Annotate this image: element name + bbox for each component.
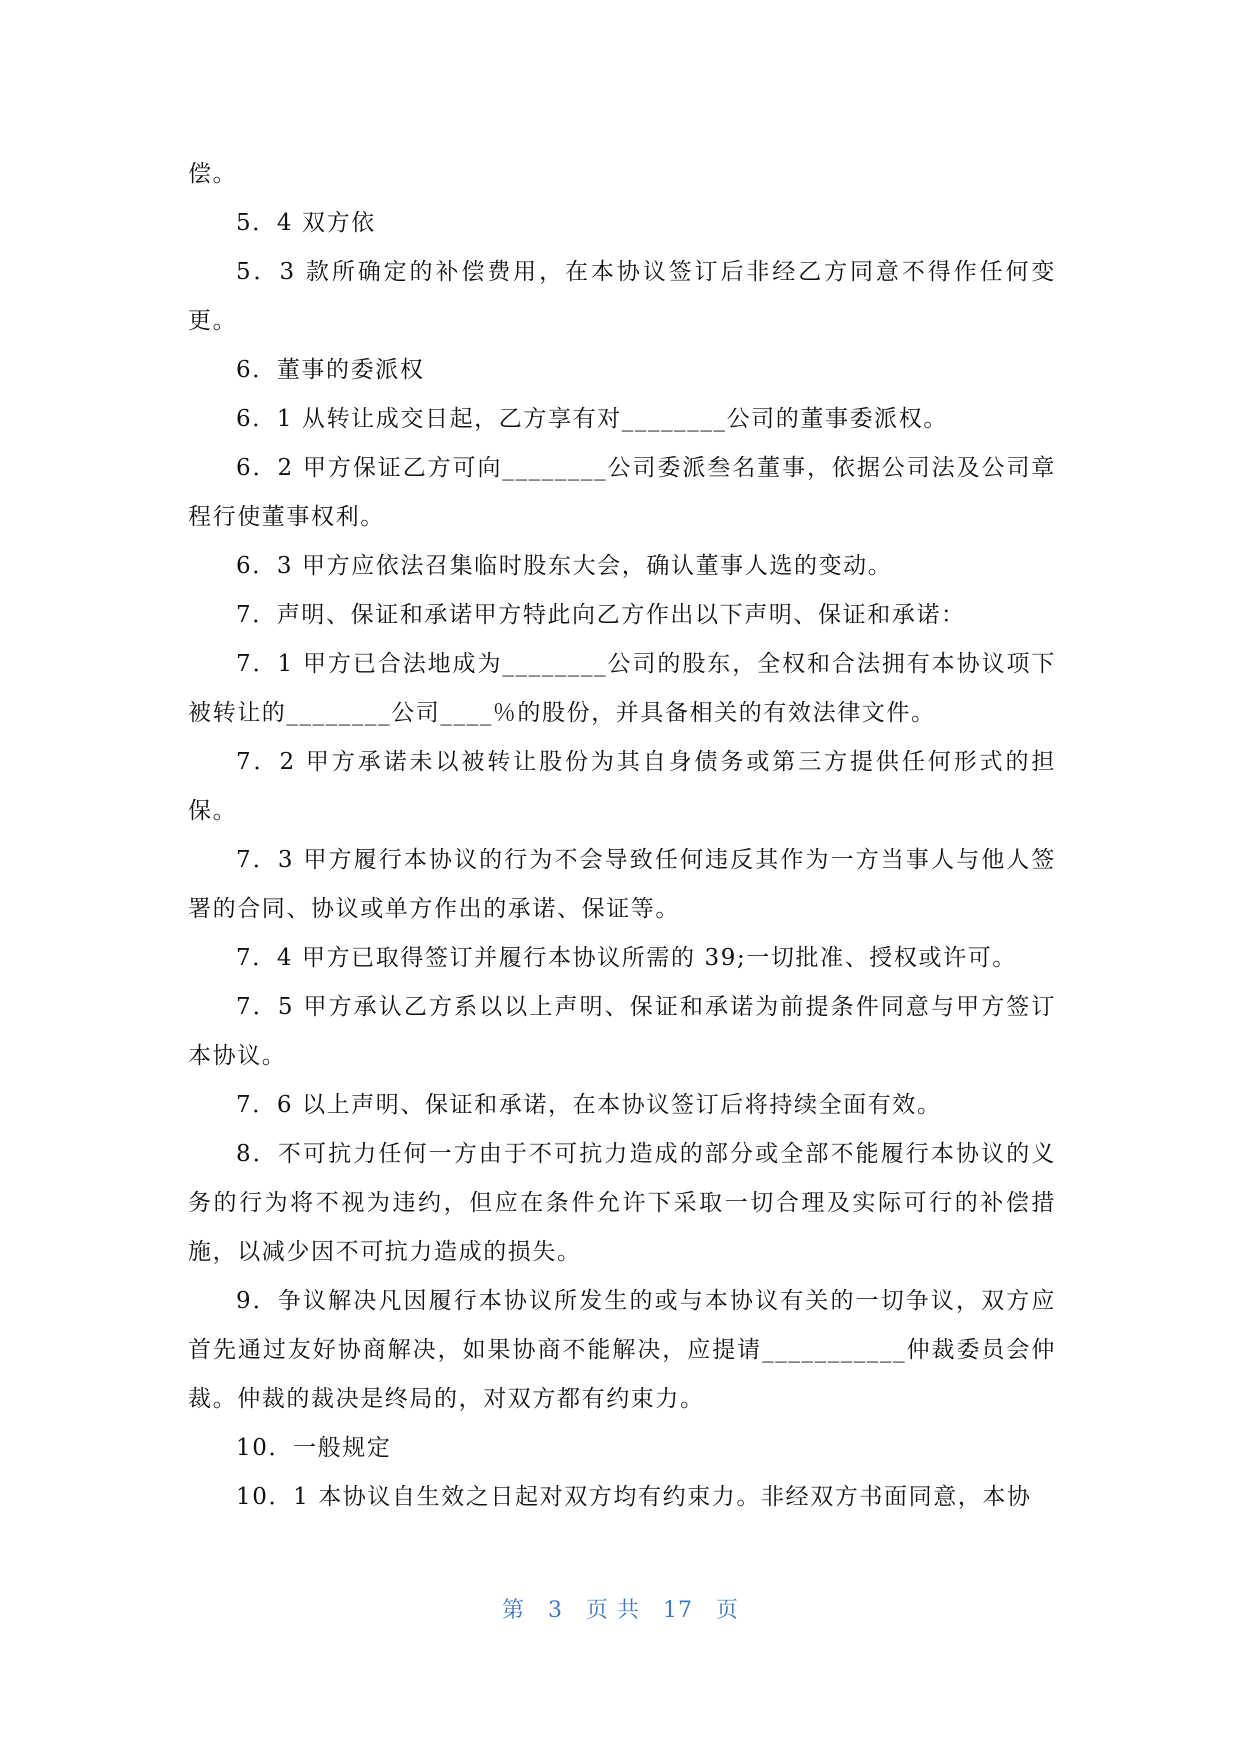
document-body [188,150,1056,1522]
paragraph: 9．争议解决凡因履行本协议所发生的或与本协议有关的一切争议，双方应首先通过友好协商解决，如果协商不能解决，应提请___________仲裁委员会仲裁。仲裁的裁决是终局的，对双方都有约束力。 [188,1288,1056,1412]
paragraph: 7．声明、保证和承诺甲方特此向乙方作出以下声明、保证和承诺： [236,602,966,628]
paragraph: 7．5 甲方承认乙方系以以上声明、保证和承诺为前提条件同意与甲方签订本协议。 [188,994,1056,1069]
footer-prefix: 第 [501,1598,525,1623]
paragraph: 6．董事的委派权 [236,357,425,383]
paragraph: 6．2 甲方保证乙方可向________公司委派叁名董事，依据公司法及公司章程行使董事权利。 [188,455,1056,530]
paragraph: 6．3 甲方应依法召集临时股东大会，确认董事人选的变动。 [236,553,893,579]
footer-current-page: 3 [548,1598,563,1623]
paragraph: 5．3 款所确定的补偿费用，在本协议签订后非经乙方同意不得作任何变更。 [188,259,1056,334]
footer-middle: 页 共 [586,1598,640,1623]
paragraph: 7．3 甲方履行本协议的行为不会导致任何违反其作为一方当事人与他人签署的合同、协议或单方作出的承诺、保证等。 [188,847,1056,922]
paragraph: 5．4 双方依 [236,210,376,236]
paragraph: 7．4 甲方已取得签订并履行本协议所需的 39;一切批准、授权或许可。 [236,945,1017,971]
paragraph: 7．2 甲方承诺未以被转让股份为其自身债务或第三方提供任何形式的担保。 [188,749,1056,824]
paragraph: 10．一般规定 [236,1435,392,1461]
paragraph: 10．1 本协议自生效之日起对双方均有约束力。非经双方书面同意，本协 [236,1484,1032,1510]
paragraph: 7．6 以上声明、保证和承诺，在本协议签订后将持续全面有效。 [236,1092,942,1118]
footer-suffix: 页 [716,1598,740,1623]
paragraph: 偿。 [188,161,238,187]
paragraph: 8．不可抗力任何一方由于不可抗力造成的部分或全部不能履行本协议的义务的行为将不视为违约，但应在条件允许下采取一切合理及实际可行的补偿措施，以减少因不可抗力造成的损失。 [188,1141,1056,1265]
paragraph: 7．1 甲方已合法地成为________公司的股东，全权和合法拥有本协议项下被转让的________公司____％的股份，并具备相关的有效法律文件。 [188,651,1056,726]
paragraph: 6．1 从转让成交日起，乙方享有对________公司的董事委派权。 [236,406,948,432]
page-footer [0,1596,1241,1626]
footer-total-pages: 17 [663,1598,693,1623]
